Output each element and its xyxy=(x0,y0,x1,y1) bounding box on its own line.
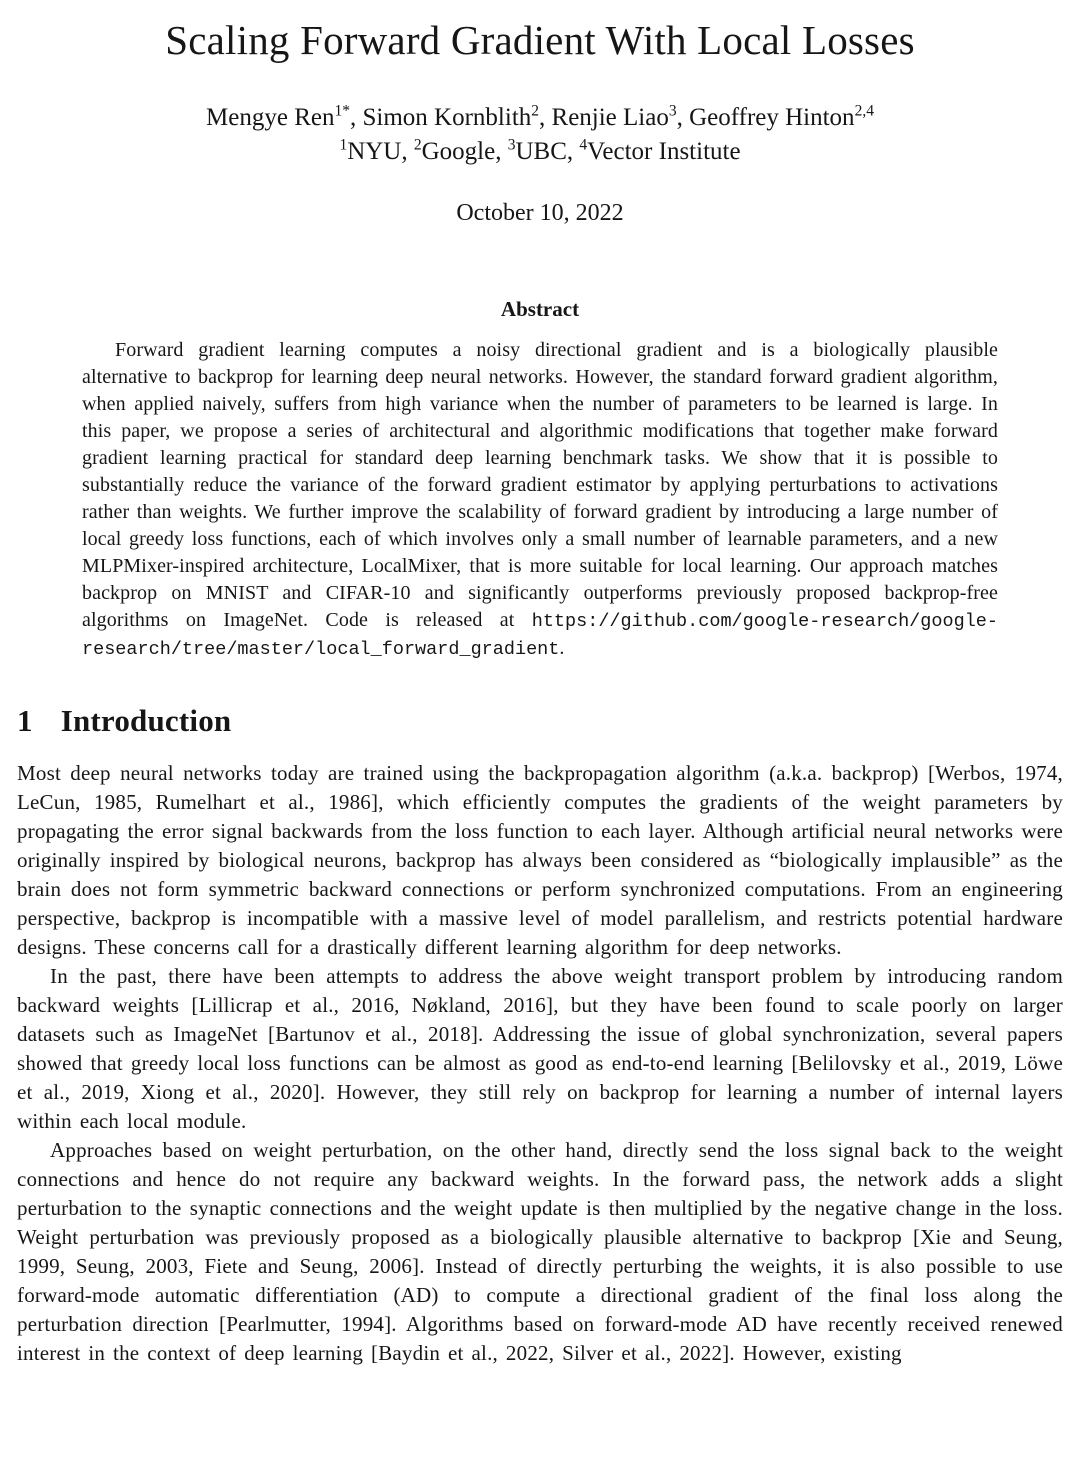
section-number: 1 xyxy=(17,703,33,738)
author-superscript: 2 xyxy=(531,102,540,120)
abstract-text xyxy=(82,337,998,663)
affiliation-name: Google xyxy=(421,138,496,165)
author-name: Geoffrey Hinton xyxy=(689,104,855,131)
section-heading xyxy=(17,703,1063,739)
abstract-body-text: Forward gradient learning computes a noisy directional gradient and is a biologically plausible alternative to backprop for learning deep neural networks. However, the standard forward gradient algorithm, when applied naively, suffers from high variance when the number of parameters to be learned is large. In this paper, we propose a series of architectural and algorithmic modifications that together make forward gradient learning practical for standard deep learning benchmark tasks. We show that it is possible to substantially reduce the variance of the forward gradient estimator by applying perturbations to activations rather than weights. We further improve the scalability of forward gradient by introducing a large number of local greedy loss functions, each of which involves only a small number of learnable parameters, and a new MLPMixer-inspired architecture, LocalMixer, that is more suitable for local learning. Our approach matches backprop on MNIST and CIFAR-10 and significantly outperforms previously proposed backprop-free algorithms on ImageNet. Code is released at xyxy=(82,339,998,631)
affiliation xyxy=(579,138,740,165)
section-title: Introduction xyxy=(60,703,232,738)
code-url[interactable]: https://github.com/google-research/google-research/tree/master/local_forward_gradient xyxy=(82,611,998,660)
affiliation-name: UBC xyxy=(515,138,567,165)
affiliation xyxy=(508,138,580,165)
author xyxy=(552,104,690,131)
affiliations-line xyxy=(0,136,1080,168)
affiliation-separator: , xyxy=(495,138,508,165)
affiliation-separator: , xyxy=(566,138,580,165)
affiliation-superscript: 1 xyxy=(339,136,348,154)
author xyxy=(689,104,874,131)
affiliation-name: Vector Institute xyxy=(587,138,741,165)
author-separator: , xyxy=(539,104,552,131)
author-superscript: 2,4 xyxy=(854,102,874,120)
intro-paragraph-3: Approaches based on weight perturbation, on the other hand, directly send the loss signal back to the weight connections and hence do not require any backward weights. In the forward pass, the network adds a slight perturbation to the synaptic connections and the weight update is then multiplied by the negative change in the loss. Weight perturbation was previously proposed as a biologically plausible alternative to backprop [Xie and Seung, 1999, Seung, 2003, Fiete and Seung, 2006]. Instead of directly perturbing the weights, it is also possible to use forward-mode automatic differentiation (AD) to compute a directional gradient of the final loss along the perturbation direction [Pearlmutter, 1994]. Algorithms based on forward-mode AD have recently received renewed interest in the context of deep learning [Baydin et al., 2022, Silver et al., 2022]. However, existing xyxy=(17,1138,1063,1365)
affiliation xyxy=(339,138,413,165)
intro-paragraph-2: In the past, there have been attempts to address the above weight transport problem by introducing random backward weights [Lillicrap et al., 2016, Nøkland, 2016], but they have been found to scale poorly on larger datasets such as ImageNet [Bartunov et al., 2018]. Addressing the issue of global synchronization, several papers showed that greedy local loss functions can be almost as good as end-to-end learning [Belilovsky et al., 2019, Löwe et al., 2019, Xiong et al., 2020]. However, they still rely on backprop for learning a number of internal layers within each local module. xyxy=(17,964,1063,1133)
author xyxy=(363,104,552,131)
authors-line xyxy=(0,100,1080,136)
author xyxy=(206,104,362,131)
page-title: Scaling Forward Gradient With Local Losses xyxy=(165,17,915,63)
abstract-heading: Abstract xyxy=(500,297,580,321)
affiliation-superscript: 4 xyxy=(579,136,588,154)
affiliation-name: NYU xyxy=(347,138,402,165)
publication-date: October 10, 2022 xyxy=(456,200,624,226)
affiliation xyxy=(414,138,508,165)
affiliation-superscript: 2 xyxy=(413,136,422,154)
affiliation-superscript: 3 xyxy=(507,136,516,154)
author-superscript: 1* xyxy=(334,102,350,120)
abstract-url-period: . xyxy=(559,637,565,659)
author-name: Simon Kornblith xyxy=(362,104,532,131)
author-name: Mengye Ren xyxy=(206,104,335,131)
affiliation-separator: , xyxy=(401,138,414,165)
author-separator: , xyxy=(676,104,690,131)
author-name: Renjie Liao xyxy=(551,104,669,131)
author-separator: , xyxy=(350,104,363,131)
section-body xyxy=(17,759,1063,1368)
author-superscript: 3 xyxy=(668,102,677,120)
intro-paragraph-1: Most deep neural networks today are trained using the backpropagation algorithm (a.k.a. backprop) [Werbos, 1974, LeCun, 1985, Rumelhart et al., 1986], which efficiently computes the gradients of the weight parameters by propagating the error signal backwards from the loss function to each layer. Although artificial neural networks were originally inspired by biological neurons, backprop has always been considered as “biologically implausible” as the brain does not form symmetric backward connections or perform synchronized computations. From an engineering perspective, backprop is incompatible with a massive level of model parallelism, and restricts potential hardware designs. These concerns call for a drastically different learning algorithm for deep networks. xyxy=(17,761,1063,959)
